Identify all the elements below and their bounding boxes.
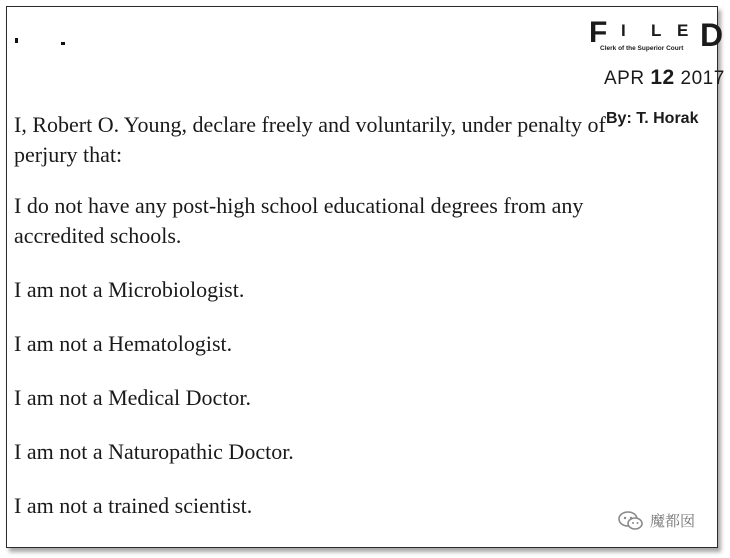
filed-letter: E bbox=[677, 21, 689, 40]
declaration-line: I am not a Microbiologist. bbox=[14, 277, 245, 302]
filed-by-stamp: By: T. Horak bbox=[606, 110, 699, 127]
filed-date-year: 2017 bbox=[680, 68, 725, 89]
declaration-line: I am not a trained scientist. bbox=[14, 493, 253, 518]
wechat-icon bbox=[618, 511, 644, 531]
declaration-line: perjury that: bbox=[14, 142, 123, 167]
filed-letter: F bbox=[589, 16, 608, 49]
filed-letter: I bbox=[621, 21, 626, 40]
filed-letter: D bbox=[700, 17, 724, 53]
declaration-line: I am not a Medical Doctor. bbox=[14, 385, 252, 410]
clerk-line: Clerk of the Superior Court bbox=[600, 45, 684, 52]
declaration-line: I, Robert O. Young, declare freely and voluntarily, under penalty of bbox=[14, 112, 606, 137]
filed-date-day: 12 bbox=[650, 66, 675, 89]
watermark bbox=[618, 510, 695, 531]
scan-speck bbox=[15, 38, 18, 43]
declaration-line: I do not have any post-high school educational degrees from any bbox=[14, 193, 584, 218]
scan-speck bbox=[61, 42, 65, 45]
filed-date-stamp bbox=[604, 66, 725, 90]
declaration-line: I am not a Naturopathic Doctor. bbox=[14, 439, 294, 464]
watermark-text: 魔都囡 bbox=[650, 512, 696, 530]
declaration-line: accredited schools. bbox=[14, 223, 182, 248]
declaration-line: I am not a Hematologist. bbox=[14, 331, 233, 356]
filed-date-month: APR bbox=[604, 68, 645, 89]
filed-letter: L bbox=[651, 21, 662, 40]
filed-stamp bbox=[589, 16, 724, 58]
